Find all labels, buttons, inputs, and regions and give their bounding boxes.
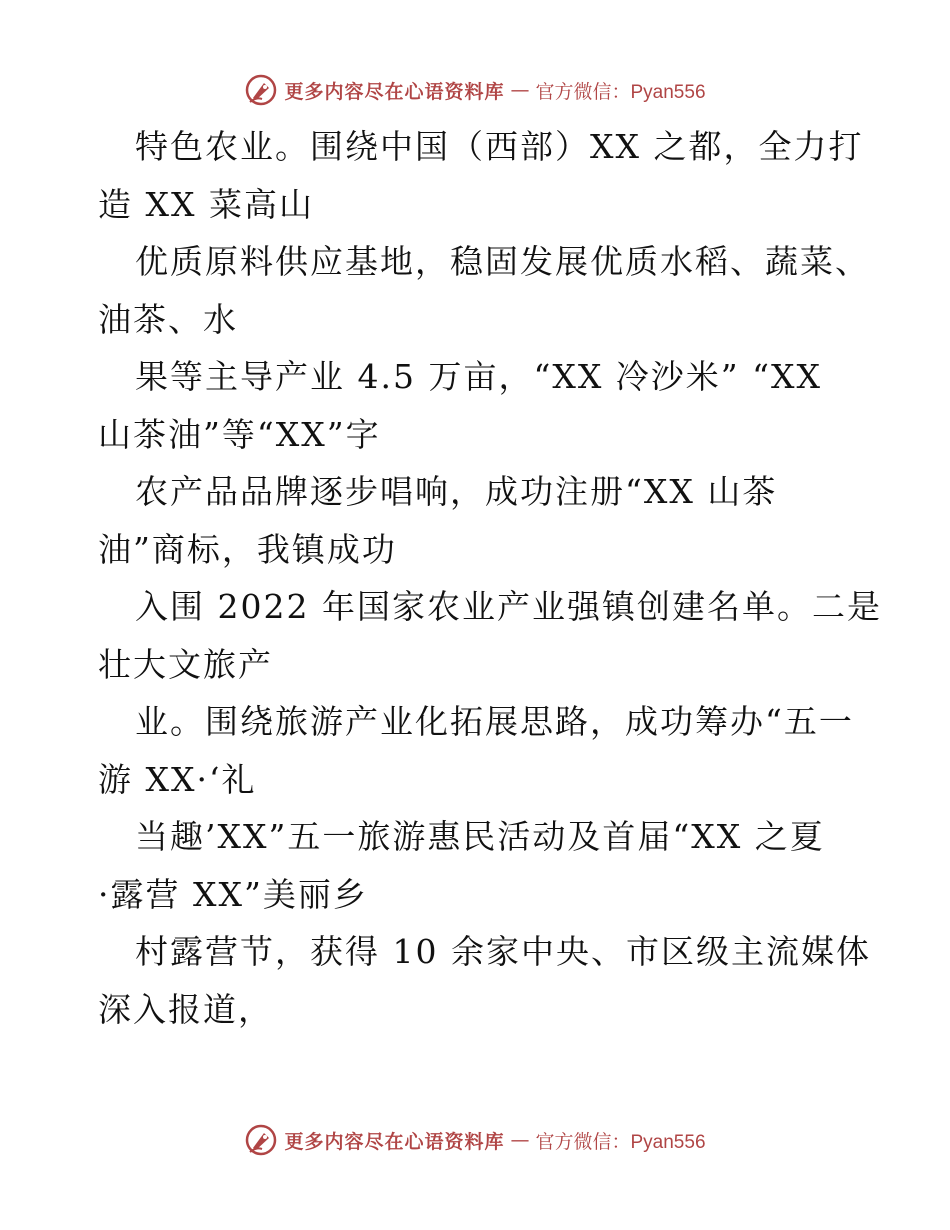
text-line: 村露营节，获得 10 余家中央、市区级主流媒体 [135, 932, 871, 971]
text-line: 农产品品牌逐步唱响，成功注册“XX 山茶 [135, 472, 778, 511]
text-line: 果等主导产业 4.5 万亩，“XX 冷沙米” “XX [135, 357, 823, 396]
footer-watermark [0, 1120, 950, 1160]
watermark-contact: 官方微信：Pyan556 [535, 1131, 706, 1153]
watermark-contact: 官方微信：Pyan556 [535, 81, 706, 103]
pen-nib-logo-icon [244, 73, 278, 107]
text-line: 造 XX 菜高山 [98, 184, 314, 224]
text-line: 特色农业。围绕中国（西部）XX 之都，全力打 [135, 127, 864, 166]
text-line: 入围 2022 年国家农业产业强镇创建名单。二是 [135, 587, 882, 626]
text-line: 壮大文旅产 [98, 644, 273, 684]
text-line: 当趣’XX”五一旅游惠民活动及首届“XX 之夏 [135, 817, 825, 856]
text-line: ·露营 XX”美丽乡 [98, 874, 368, 914]
text-line: 深入报道， [98, 989, 273, 1029]
text-line: 油茶、水 [98, 299, 238, 339]
text-line: 优质原料供应基地，稳固发展优质水稻、蔬菜、 [135, 242, 870, 281]
text-line: 山茶油”等“XX”字 [98, 414, 381, 454]
watermark-separator: — [510, 79, 530, 101]
text-line: 业。围绕旅游产业化拓展思路，成功筹办“五一 [135, 702, 854, 741]
watermark-separator: — [510, 1129, 530, 1151]
text-line: 游 XX·‘礼 [98, 759, 257, 799]
text-line: 油”商标，我镇成功 [98, 529, 397, 569]
pen-nib-logo-icon [244, 1123, 278, 1157]
watermark-brand: 更多内容尽在心语资料库 [284, 1130, 505, 1153]
header-watermark [0, 70, 950, 110]
document-body [98, 118, 882, 1038]
watermark-brand: 更多内容尽在心语资料库 [284, 80, 505, 103]
